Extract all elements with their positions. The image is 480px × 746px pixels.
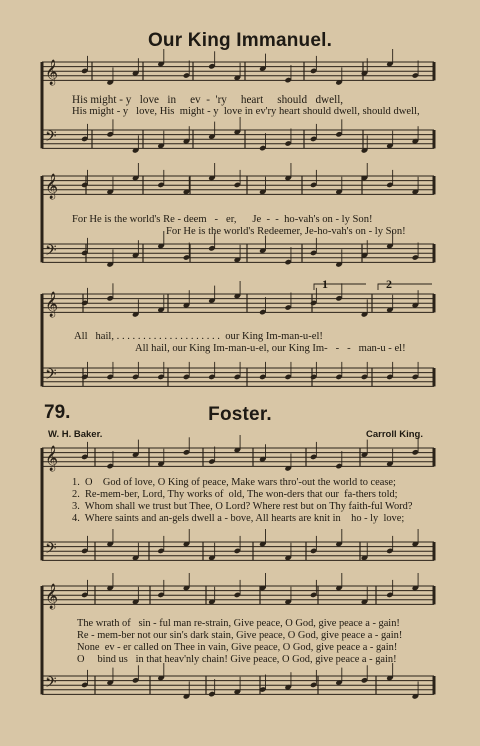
system1-bass-clef: 𝄢 xyxy=(45,128,57,149)
system2-treble-clef: 𝄞 xyxy=(45,174,59,199)
hymn-title-foster: Foster. xyxy=(208,404,272,425)
lyric-system2-line1: For He is the world's Re - deem - er, Je - - ho-vah's on - ly Son! xyxy=(72,214,373,225)
lyric-system1-line1: His might - y love in ev - 'ry heart should dwell, xyxy=(72,94,344,106)
verse-3-part2: None ev - er called on Thee in vain, Give peace, O God, give peace a - gain! xyxy=(77,642,398,653)
system4-treble-clef: 𝄞 xyxy=(45,446,59,471)
system3-bass-clef: 𝄢 xyxy=(45,366,57,387)
system5-treble-clef: 𝄞 xyxy=(45,584,59,609)
hymn-title-our-king-immanuel: Our King Immanuel. xyxy=(147,30,333,51)
verse-1-part2: The wrath of sin - ful man re-strain, Give peace, O God, give peace a - gain! xyxy=(77,618,400,629)
verse-2-part1: 2. Re-mem-ber, Lord, Thy works of old, The won-ders that our fa-thers told; xyxy=(72,489,398,500)
second-ending-label: 2 xyxy=(386,277,392,291)
author-credit: W. H. Baker. xyxy=(48,429,103,440)
lyric-system1-line2: His might - y love, His might - y love in ev'ry heart should dwell, should dwell, xyxy=(72,106,420,117)
verse-4-part2: O bind us in that heav'nly chain! Give peace, O God, give peace a - gain! xyxy=(77,654,397,665)
verse-4-part1: 4. Where saints and an-gels dwell a - bove, All hearts are knit in ho - ly love; xyxy=(72,513,405,524)
first-ending-label: 1 xyxy=(322,277,328,291)
verse-3-part1: 3. Whom shall we trust but Thee, O Lord? Where rest but on Thy faith-ful Word? xyxy=(72,501,413,512)
composer-credit: Carroll King. xyxy=(366,429,424,440)
system5-bass-clef: 𝄢 xyxy=(45,674,57,695)
verse-1-part1: 1. O God of love, O King of peace, Make wars thro'-out the world to cease; xyxy=(72,477,396,488)
system3-treble-clef: 𝄞 xyxy=(45,292,59,317)
verse-2-part2: Re - mem-ber not our sin's dark stain, Give peace, O God, give peace a - gain! xyxy=(77,630,403,641)
lyric-system2-line2: For He is the world's Redeemer, Je-ho-vah's on - ly Son! xyxy=(166,226,406,237)
system1-treble-clef: 𝄞 xyxy=(45,60,59,85)
hymn-number: 79. xyxy=(44,402,71,423)
lyric-system3-line2: All hail, our King Im-man-u-el, our King Im- - - man-u - el! xyxy=(135,343,406,354)
system4-bass-clef: 𝄢 xyxy=(45,540,57,561)
lyric-system3-line1: All hail, . . . . . . . . . . . . . . . . . . . . our King Im-man-u-el! xyxy=(74,331,323,342)
system2-bass-clef: 𝄢 xyxy=(45,242,57,263)
